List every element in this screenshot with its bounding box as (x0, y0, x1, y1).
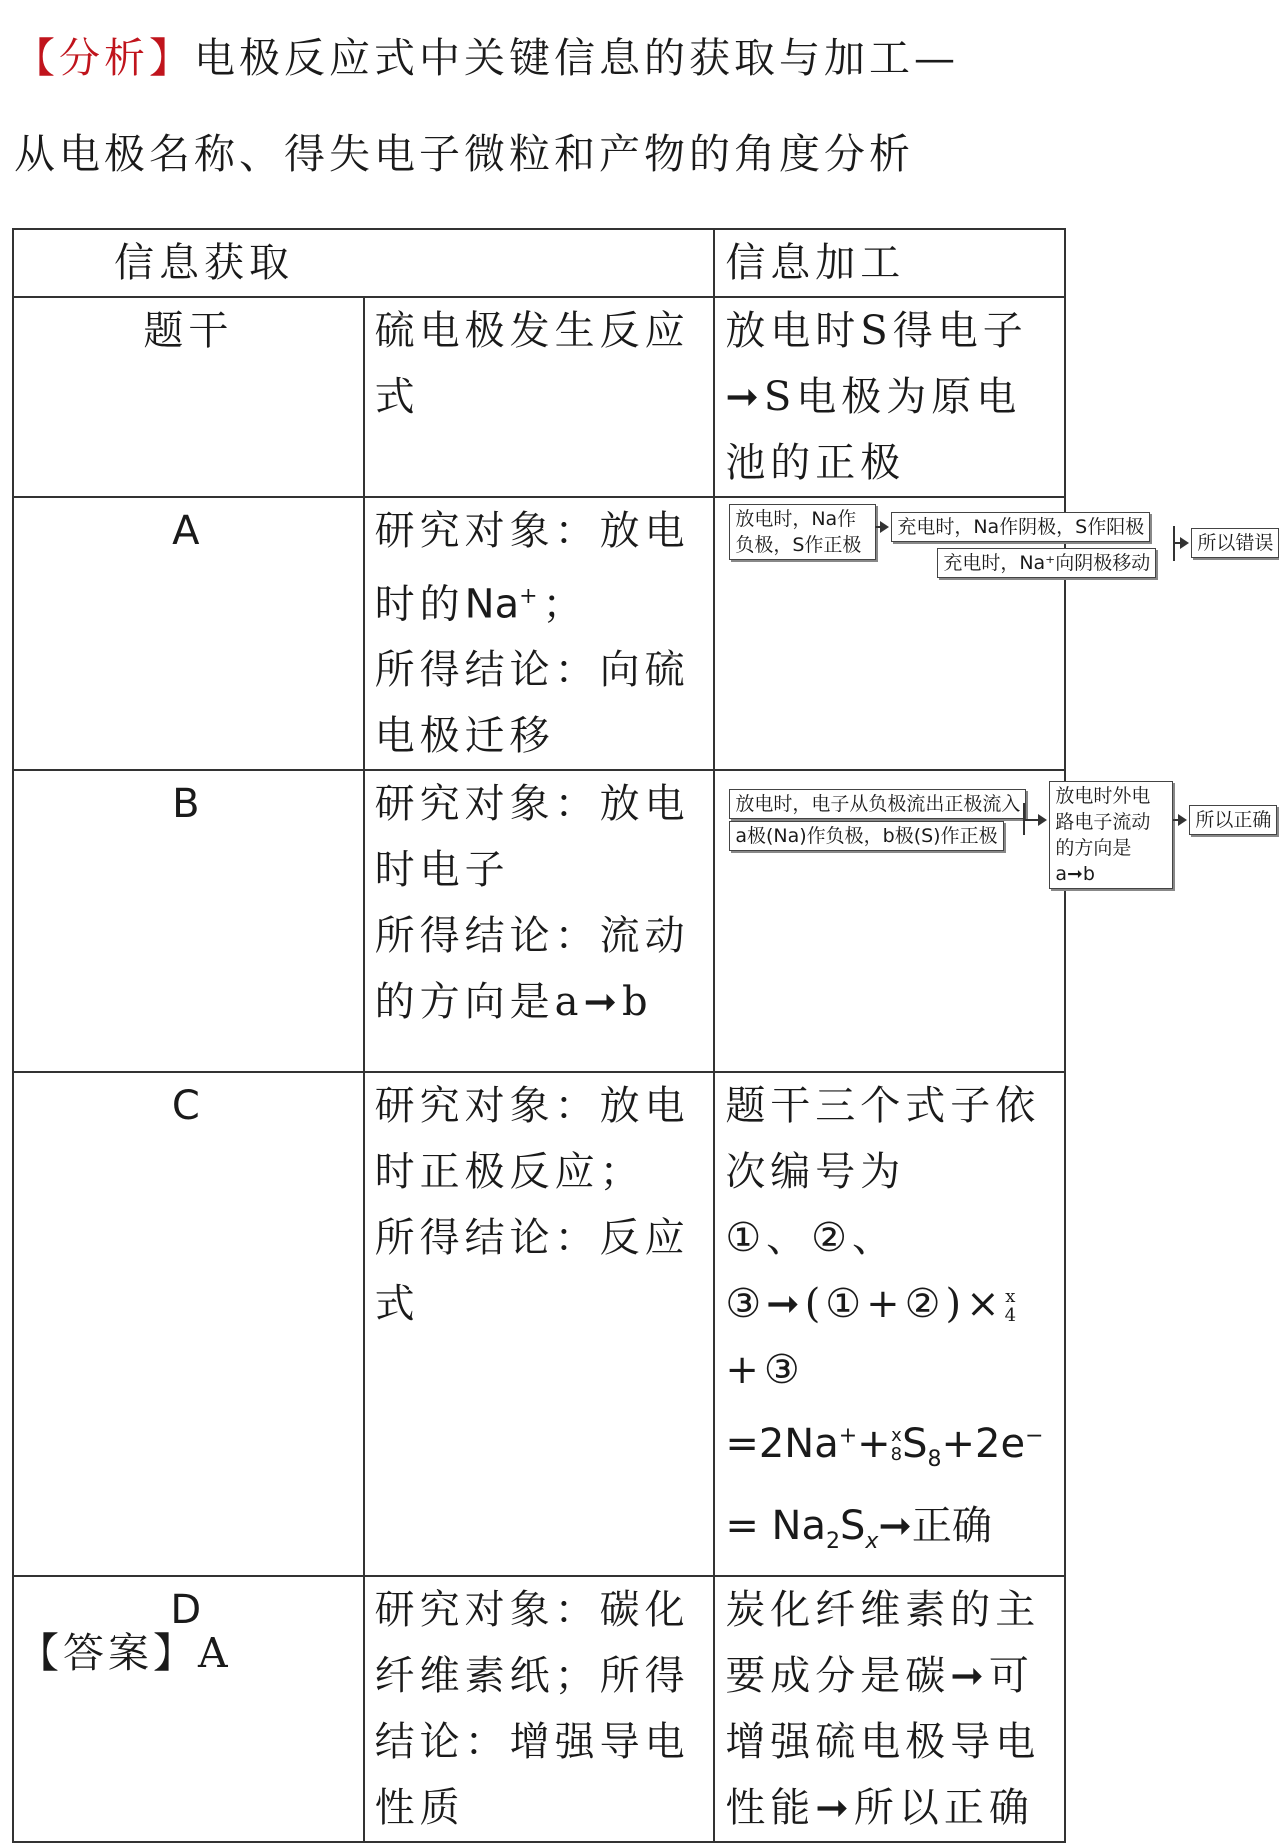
table-row (13, 1072, 1065, 1575)
row-info: 研究对象：放电时的Na+； 所得结论：向硫电极迁移 (364, 497, 715, 770)
row-label: A (13, 497, 364, 770)
flow-box: 充电时，Na作阴极，S作阳极 (891, 512, 1150, 542)
analysis-table (12, 228, 1274, 1843)
flow-box: 充电时，Na⁺向阴极移动 (937, 548, 1156, 578)
header-info-process: 信息加工 (714, 229, 1065, 297)
flow-arrow (1023, 819, 1045, 821)
row-info: 研究对象：放电时正极反应； 所得结论：反应式 (364, 1072, 715, 1575)
table-row (13, 297, 1065, 497)
equation-line: ①、②、③➞(①+②)×x 4+③ (725, 1215, 1022, 1394)
row-process: 题干三个式子依次编号为 ①、②、③➞(①+②)×x 4+③ =2Na++x $8S_8+2e^-$ = $Na_2S_x➞$正确 (714, 1072, 1065, 1575)
equation-result: =2Na++x $8S_8+2e^-$ = $Na_2S_x➞$正确 (725, 1420, 1044, 1554)
flow-box: a极(Na)作负极，b极(S)作正极 (729, 821, 1003, 851)
row-process-flowchart (714, 497, 1274, 770)
table-row (13, 770, 1065, 1072)
flow-arrow (1173, 542, 1187, 544)
row-info: 硫电极发生反应式 (364, 297, 715, 497)
table-row (13, 1576, 1065, 1842)
flow-box: 放电时，Na作负极，S作正极 (729, 504, 876, 560)
row-label: D (13, 1576, 364, 1842)
flow-box: 所以错误 (1191, 528, 1279, 558)
row-process: 放电时S得电子➞S电极为原电池的正极 (714, 297, 1065, 497)
row-process: 炭化纤维素的主要成分是碳➞可增强硫电极导电性能➞所以正确 (714, 1576, 1065, 1842)
table-header-row (13, 229, 1065, 297)
table-row (13, 497, 1065, 770)
fraction-x-over-8: x 8 (890, 1424, 903, 1465)
analysis-heading (14, 10, 1064, 202)
row-label: B (13, 770, 364, 1072)
flow-arrow (1173, 819, 1185, 821)
fraction-x-over-4: x 4 (1004, 1286, 1022, 1327)
row-info: 研究对象：放电时电子 所得结论：流动的方向是a➞b (364, 770, 715, 1072)
flow-arrow (875, 526, 887, 528)
row-label: 题干 (13, 297, 364, 497)
flow-box: 放电时外电路电子流动的方向是a➞b (1049, 781, 1173, 889)
row-label: C (13, 1072, 364, 1575)
header-info-acquire: 信息获取 (13, 229, 714, 297)
answer-line: 【答案】A (18, 1629, 232, 1677)
heading-line2: 从电极名称、得失电子微粒和产物的角度分析 (14, 130, 914, 178)
flow-box: 所以正确 (1189, 805, 1277, 835)
heading-line1: 电极反应式中关键信息的获取与加工— (194, 34, 959, 82)
analysis-tag: 【分析】 (14, 34, 194, 82)
flow-box: 放电时，电子从负极流出正极流入 (729, 789, 1026, 819)
row-process-flowchart (714, 770, 1272, 1072)
row-info: 研究对象：碳化纤维素纸；所得结论：增强导电性质 (364, 1576, 715, 1842)
